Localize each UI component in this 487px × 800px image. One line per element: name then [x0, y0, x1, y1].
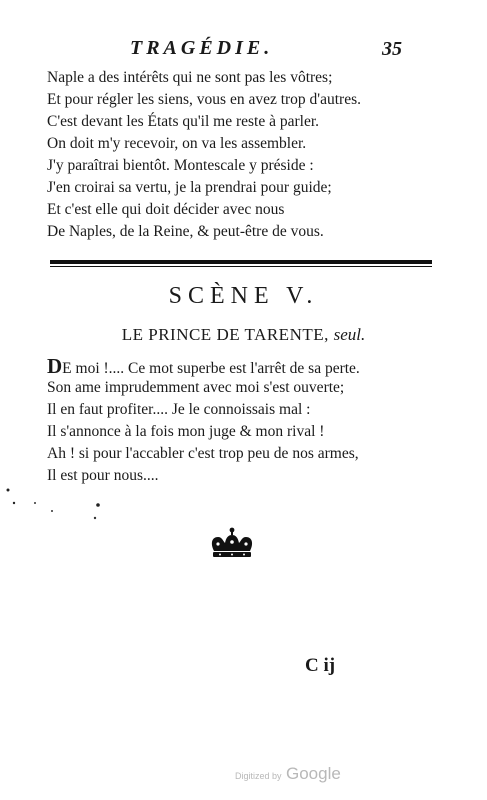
verse-line: De Naples, de la Reine, & peut-être de vous.	[47, 223, 324, 240]
first-line-text: E moi !.... Ce mot superbe est l'arrêt de sa perte.	[62, 360, 360, 377]
verse-line: On doit m'y recevoir, on va les assembler.	[47, 135, 307, 152]
scene-title: SCÈNE V.	[168, 283, 319, 309]
stage-direction: seul.	[333, 325, 366, 344]
verse-line: J'y paraîtrai bientôt. Montescale y préside :	[47, 157, 314, 174]
google-logo: Google	[285, 764, 341, 783]
verse-line-first	[47, 355, 360, 377]
verse-line: Ah ! si pour l'accabler c'est trop peu de nos armes,	[47, 445, 359, 462]
verse-line: Naple a des intérêts qui ne sont pas les vôtres;	[47, 69, 333, 86]
verse-line: Son ame imprudemment avec moi s'est ouverte;	[47, 379, 345, 396]
character-name: LE PRINCE DE TARENTE,	[121, 325, 329, 344]
verse-line: C'est devant les États qu'il me reste à parler.	[47, 113, 320, 130]
verse-line: Et c'est elle qui doit décider avec nous	[47, 201, 285, 218]
page-number: 35	[382, 38, 402, 60]
signature-mark: C ij	[305, 655, 336, 676]
crown-icon	[208, 527, 256, 559]
verse-line: Il en faut profiter.... Je le connoissais mal :	[47, 401, 311, 418]
section-divider-thin	[50, 266, 432, 267]
character-heading	[0, 325, 487, 345]
digitized-label: Digitized by	[235, 771, 282, 781]
section-divider-thick	[50, 260, 432, 264]
ink-specks	[0, 470, 120, 530]
verse-line: Il s'annonce à la fois mon juge & mon rival !	[47, 423, 325, 440]
verse-line: J'en croirai sa vertu, je la prendrai pour guide;	[47, 179, 332, 196]
verse-block-2	[47, 355, 360, 487]
verse-block-1	[47, 67, 361, 243]
digitized-watermark	[235, 764, 341, 784]
verse-line: Et pour régler les siens, vous en avez trop d'autres.	[47, 91, 361, 108]
running-head: TRAGÉDIE.	[130, 37, 274, 59]
drop-cap: D	[47, 354, 63, 378]
verse-line: Il est pour nous....	[47, 467, 159, 484]
